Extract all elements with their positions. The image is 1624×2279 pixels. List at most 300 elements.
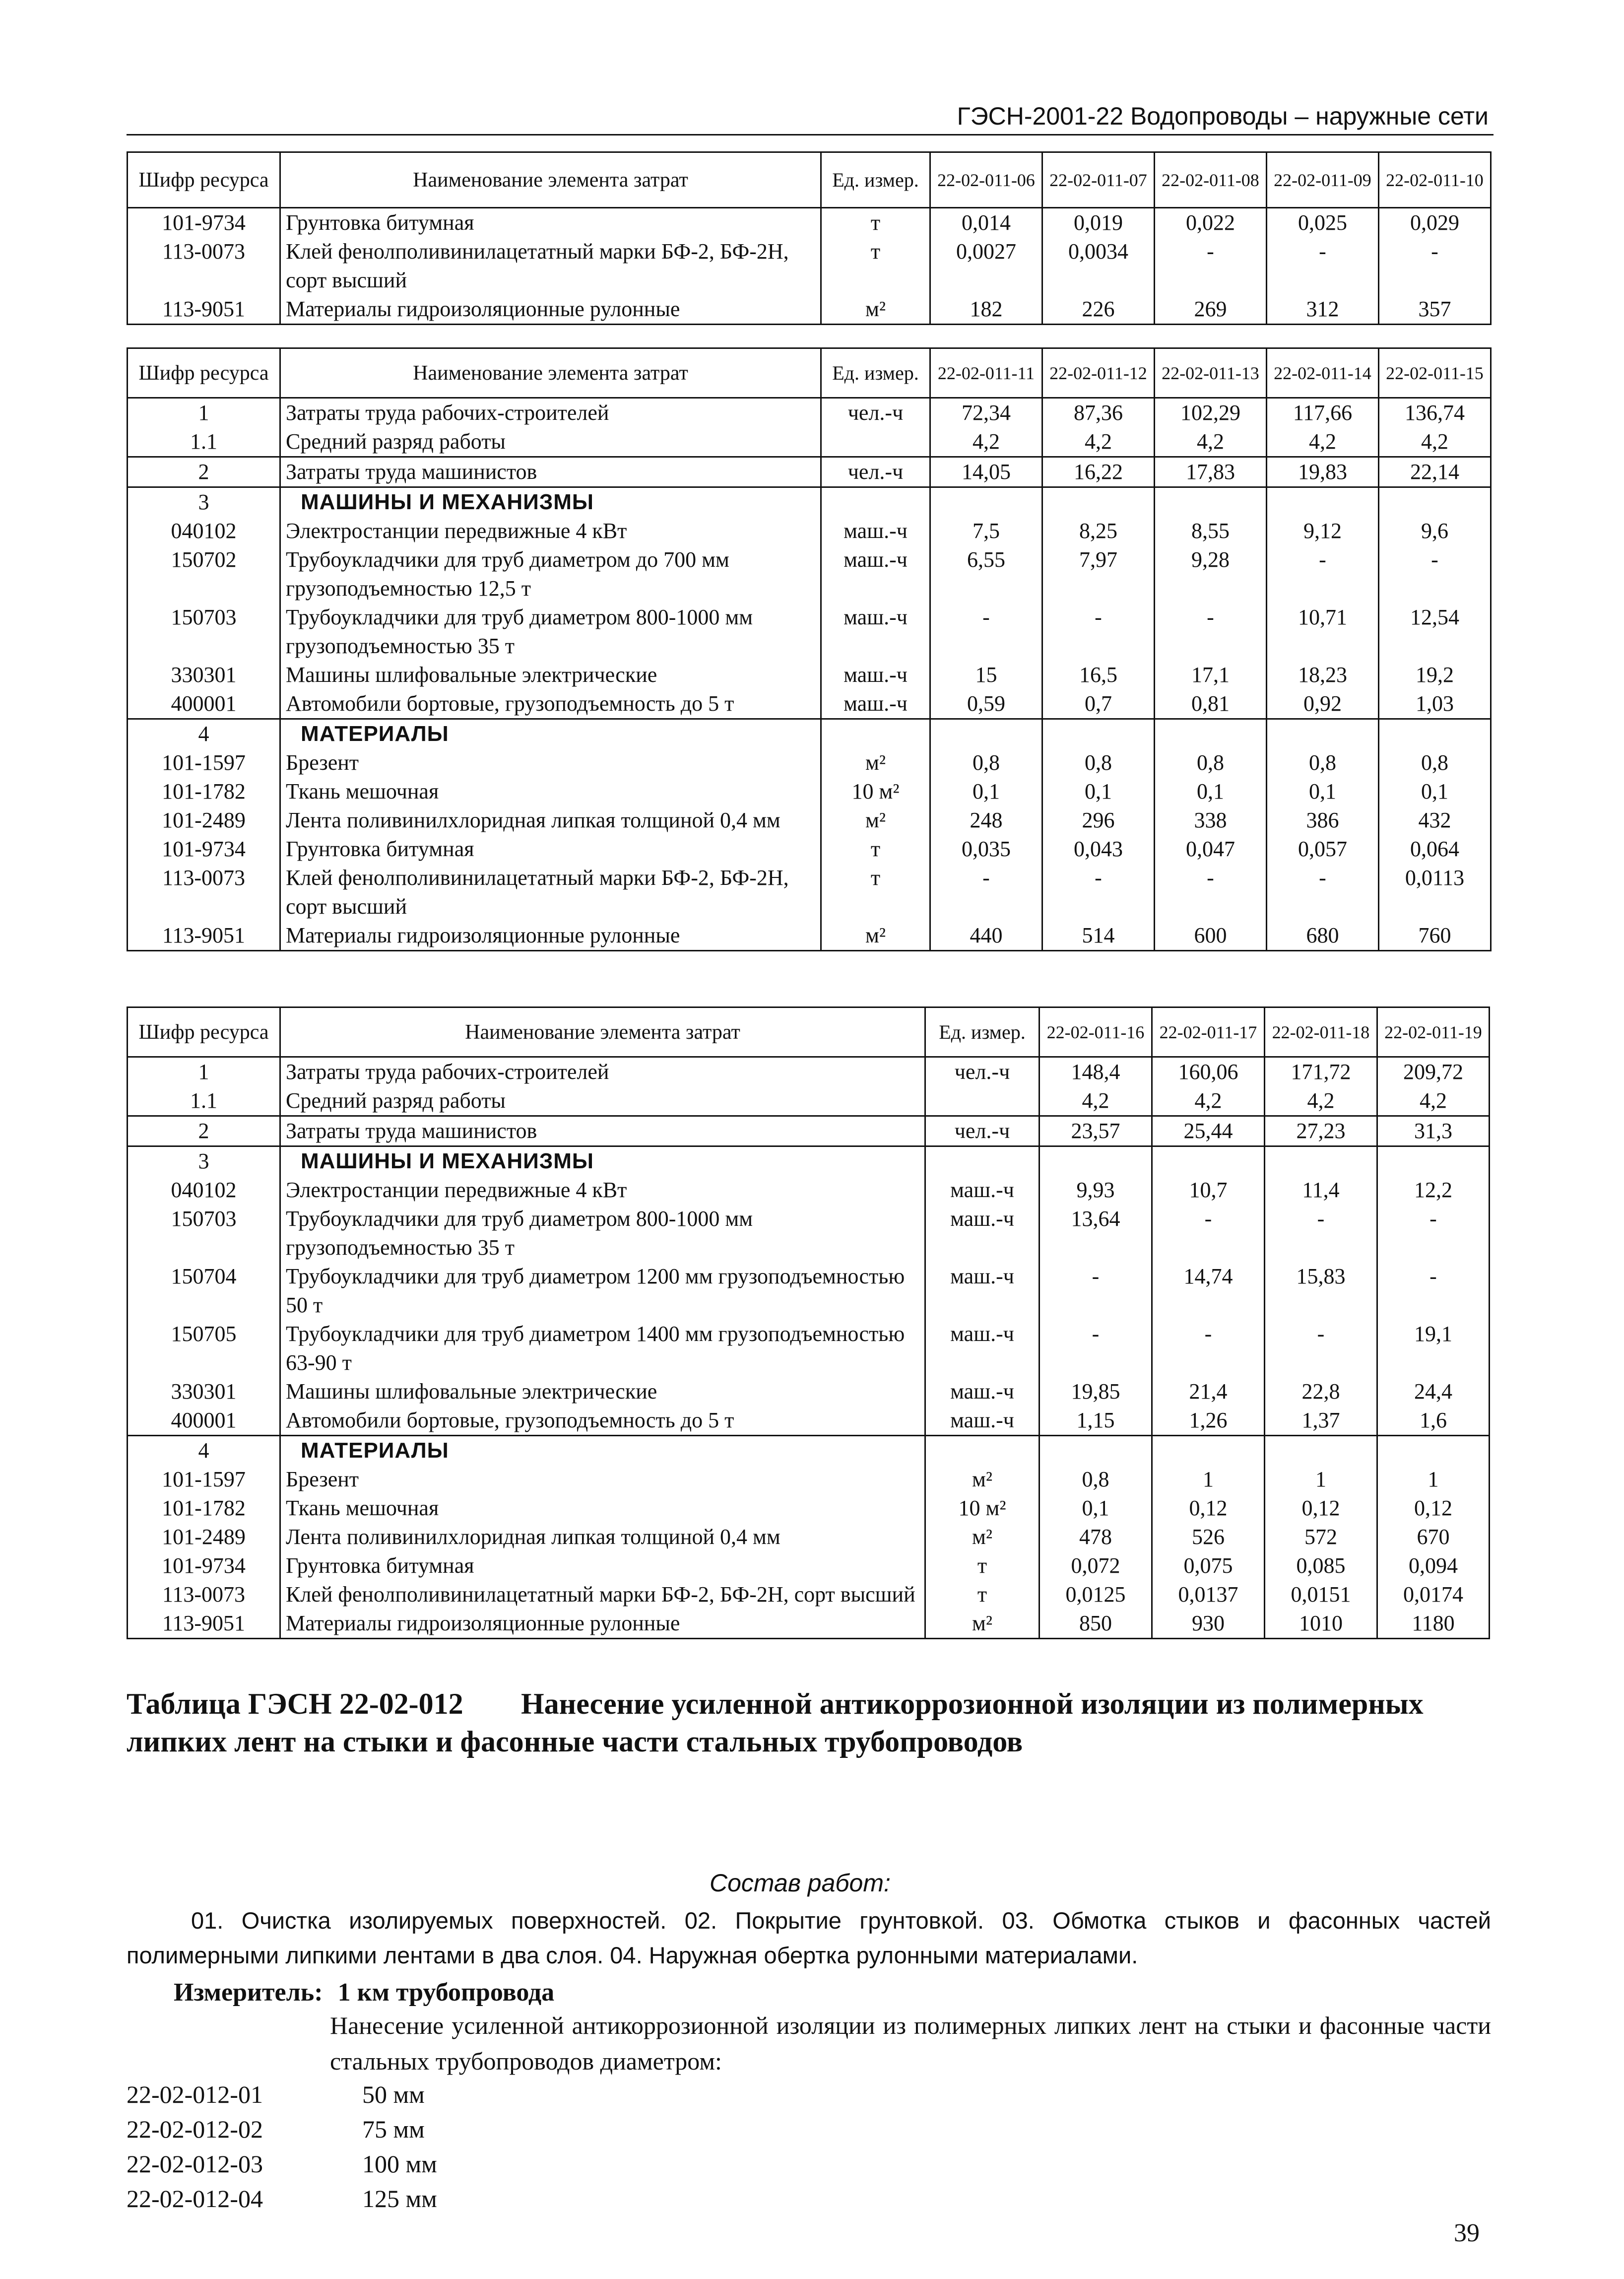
norm-value: - [1152, 1320, 1265, 1377]
resource-code: 040102 [128, 1176, 280, 1205]
unit-of-measure [925, 1086, 1039, 1116]
norm-value: 11,4 [1265, 1176, 1377, 1205]
resource-code: 2 [128, 1116, 280, 1146]
norm-value: 226 [1042, 295, 1155, 325]
unit-of-measure: чел.-ч [821, 457, 930, 487]
norm-value: 0,035 [930, 835, 1042, 864]
norm-value: 8,25 [1042, 517, 1155, 545]
norm-value: 1 [1265, 1465, 1377, 1494]
norm-value: 16,5 [1042, 661, 1155, 689]
cost-element-name: Лента поливинилхлоридная липкая толщиной 0,4 мм [280, 806, 821, 835]
cost-element-name: Затраты труда машинистов [280, 1116, 925, 1146]
resource-code: 150703 [128, 603, 280, 661]
header-norm-code: 22-02-011-07 [1042, 152, 1155, 208]
header-norm-code: 22-02-011-19 [1377, 1007, 1490, 1057]
cost-element-name: Трубоукладчики для труб диаметром до 700 мм грузоподъемностью 12,5 т [280, 545, 821, 603]
resource-code: 150703 [128, 1205, 280, 1262]
norm-item-code: 22-02-012-03 [127, 2150, 263, 2178]
norm-value: 0,0027 [930, 237, 1042, 295]
norm-value [1039, 1146, 1152, 1176]
norm-value: 680 [1267, 921, 1379, 951]
norm-value: 9,28 [1155, 545, 1267, 603]
norm-value: 0,1 [1042, 777, 1155, 806]
norm-value: 14,05 [930, 457, 1042, 487]
norm-value: 23,57 [1039, 1116, 1152, 1146]
unit-of-measure: т [821, 208, 930, 238]
norm-value: - [1039, 1262, 1152, 1320]
norm-value: 1 [1377, 1465, 1490, 1494]
table-title-text: Нанесение усиленной антикоррозионной изоляции из полимерных липких лент на стыки и фасонные части стальных трубопроводов [127, 1687, 1424, 1758]
norm-value: 269 [1155, 295, 1267, 325]
table-row [128, 806, 1491, 835]
header-resource-code: Шифр ресурса [128, 152, 280, 208]
resource-code: 330301 [128, 661, 280, 689]
cost-element-name: Автомобили бортовые, грузоподъемность до 5 т [280, 1406, 925, 1436]
cost-element-name: Клей фенолполивинилацетатный марки БФ-2, БФ-2Н, сорт высший [280, 864, 821, 921]
norm-value: 4,2 [930, 427, 1042, 457]
cost-element-name: Средний разряд работы [280, 427, 821, 457]
norm-value: 0,0151 [1265, 1580, 1377, 1609]
resource-code: 113-0073 [128, 864, 280, 921]
norm-value: 514 [1042, 921, 1155, 951]
norm-value [1377, 1146, 1490, 1176]
norm-value: - [1265, 1320, 1377, 1377]
unit-of-measure: маш.-ч [925, 1320, 1039, 1377]
table-row [128, 1057, 1490, 1087]
norm-value: 14,74 [1152, 1262, 1265, 1320]
table-header-row [128, 1007, 1490, 1057]
resource-code: 330301 [128, 1377, 280, 1406]
norm-value: 1,37 [1265, 1406, 1377, 1436]
norm-value: 8,55 [1155, 517, 1267, 545]
norm-value [1265, 1146, 1377, 1176]
norm-item-value: 75 мм [362, 2115, 425, 2143]
table-row [128, 661, 1491, 689]
cost-element-name: Электростанции передвижные 4 кВт [280, 1176, 925, 1205]
unit-of-measure: чел.-ч [925, 1116, 1039, 1146]
norm-value: 0,12 [1377, 1494, 1490, 1523]
norm-value: 0,8 [1039, 1465, 1152, 1494]
norm-value: 72,34 [930, 398, 1042, 428]
header-resource-code: Шифр ресурса [128, 1007, 280, 1057]
norm-value [930, 719, 1042, 749]
norm-value: 148,4 [1039, 1057, 1152, 1087]
norm-value: 19,2 [1379, 661, 1491, 689]
cost-element-name: Трубоукладчики для труб диаметром 800-1000 мм грузоподъемностью 35 т [280, 1205, 925, 1262]
header-norm-code: 22-02-011-17 [1152, 1007, 1265, 1057]
table-row [128, 208, 1491, 238]
resource-code: 1 [128, 1057, 280, 1087]
table-row [128, 1320, 1490, 1377]
norm-value: 4,2 [1155, 427, 1267, 457]
norm-value: 0,59 [930, 689, 1042, 719]
unit-of-measure: маш.-ч [925, 1377, 1039, 1406]
norm-value: 1 [1152, 1465, 1265, 1494]
norm-value: 0,029 [1379, 208, 1491, 238]
unit-of-measure [821, 427, 930, 457]
cost-element-name: Клей фенолполивинилацетатный марки БФ-2, БФ-2Н, сорт высший [280, 237, 821, 295]
norm-value: 6,55 [930, 545, 1042, 603]
cost-element-name: Затраты труда рабочих-строителей [280, 1057, 925, 1087]
norm-value: 0,81 [1155, 689, 1267, 719]
norm-value: - [1039, 1320, 1152, 1377]
cost-element-name: Трубоукладчики для труб диаметром 1200 мм грузоподъемностью 50 т [280, 1262, 925, 1320]
norm-value: 160,06 [1152, 1057, 1265, 1087]
norm-item [127, 2146, 437, 2181]
unit-of-measure: маш.-ч [821, 661, 930, 689]
header-norm-code: 22-02-011-09 [1267, 152, 1379, 208]
norm-value: 4,2 [1377, 1086, 1490, 1116]
table-row [128, 1146, 1490, 1176]
cost-element-name: Автомобили бортовые, грузоподъемность до 5 т [280, 689, 821, 719]
table-row [128, 719, 1491, 749]
norm-value: 0,1 [1379, 777, 1491, 806]
cost-element-name: Материалы гидроизоляционные рулонные [280, 295, 821, 325]
measure-value: 1 км трубопровода [337, 1978, 555, 2007]
norm-value: 10,7 [1152, 1176, 1265, 1205]
norm-value: 432 [1379, 806, 1491, 835]
norm-value: 12,2 [1377, 1176, 1490, 1205]
norm-value: 0,094 [1377, 1551, 1490, 1580]
resource-code: 101-9734 [128, 208, 280, 238]
unit-of-measure: маш.-ч [925, 1176, 1039, 1205]
norm-value: - [1042, 864, 1155, 921]
header-rule [127, 134, 1494, 135]
norm-value: 1180 [1377, 1609, 1490, 1639]
norm-value: 1,26 [1152, 1406, 1265, 1436]
norm-value: 0,8 [1042, 748, 1155, 777]
norm-value: 600 [1155, 921, 1267, 951]
header-norm-code: 22-02-011-12 [1042, 348, 1155, 398]
header-norm-code: 22-02-011-11 [930, 348, 1042, 398]
norm-value: 760 [1379, 921, 1491, 951]
norm-item-value: 50 мм [362, 2080, 425, 2108]
norm-value: 0,0113 [1379, 864, 1491, 921]
norm-value: 0,025 [1267, 208, 1379, 238]
resource-code: 150705 [128, 1320, 280, 1377]
resource-table-011-11-15 [127, 347, 1492, 951]
header-norm-code: 22-02-011-10 [1379, 152, 1491, 208]
norm-value: 7,5 [930, 517, 1042, 545]
cost-element-name: Машины шлифовальные электрические [280, 1377, 925, 1406]
cost-element-name: Затраты труда рабочих-строителей [280, 398, 821, 428]
table-row [128, 748, 1491, 777]
norm-value: 0,019 [1042, 208, 1155, 238]
header-cost-element: Наименование элемента затрат [280, 348, 821, 398]
resource-code: 101-9734 [128, 1551, 280, 1580]
norm-value: - [1267, 545, 1379, 603]
norm-value: 7,97 [1042, 545, 1155, 603]
norm-value: 9,12 [1267, 517, 1379, 545]
norm-value: 0,0174 [1377, 1580, 1490, 1609]
norm-value: - [930, 864, 1042, 921]
resource-code: 3 [128, 487, 280, 517]
table-row [128, 1205, 1490, 1262]
cost-element-name: МАШИНЫ И МЕХАНИЗМЫ [280, 487, 821, 517]
table-row [128, 1176, 1490, 1205]
norm-value: 0,1 [1039, 1494, 1152, 1523]
norm-value: 1,6 [1377, 1406, 1490, 1436]
header-cost-element: Наименование элемента затрат [280, 1007, 925, 1057]
norm-value: 357 [1379, 295, 1491, 325]
cost-element-name: Грунтовка битумная [280, 835, 821, 864]
table-row [128, 427, 1491, 457]
norm-value: - [1377, 1205, 1490, 1262]
norm-value [1152, 1436, 1265, 1466]
norm-value: 102,29 [1155, 398, 1267, 428]
resource-code: 400001 [128, 689, 280, 719]
work-composition-text: 01. Очистка изолируемых поверхностей. 02. Покрытие грунтовкой. 03. Обмотка стыков и фасонных частей полимерными липкими лентами в два слоя. 04. Наружная обертка рулонными материалами. [127, 1907, 1491, 1968]
resource-code: 101-1597 [128, 748, 280, 777]
table-header-row [128, 348, 1491, 398]
norm-value: 17,1 [1155, 661, 1267, 689]
unit-of-measure: м² [821, 921, 930, 951]
unit-of-measure: 10 м² [821, 777, 930, 806]
measure-label: Измеритель: [174, 1978, 323, 2007]
resource-code: 1.1 [128, 1086, 280, 1116]
resource-code: 101-1782 [128, 1494, 280, 1523]
cost-element-name: Брезент [280, 748, 821, 777]
norm-value: 0,1 [930, 777, 1042, 806]
norm-value: 4,2 [1265, 1086, 1377, 1116]
norm-value: 19,83 [1267, 457, 1379, 487]
resource-code: 113-9051 [128, 295, 280, 325]
resource-code: 101-9734 [128, 835, 280, 864]
norm-value: 386 [1267, 806, 1379, 835]
norm-value: 1010 [1265, 1609, 1377, 1639]
norm-value: 4,2 [1042, 427, 1155, 457]
norm-item-code: 22-02-012-01 [127, 2080, 263, 2108]
norm-value: 0,075 [1152, 1551, 1265, 1580]
norm-value: 0,043 [1042, 835, 1155, 864]
table-row [128, 295, 1491, 325]
cost-element-name: Клей фенолполивинилацетатный марки БФ-2, БФ-2Н, сорт высший [280, 1580, 925, 1609]
table-row [128, 1551, 1490, 1580]
norm-value: 25,44 [1152, 1116, 1265, 1146]
norm-value [1267, 719, 1379, 749]
table-row [128, 835, 1491, 864]
resource-code: 040102 [128, 517, 280, 545]
resource-code: 2 [128, 457, 280, 487]
table-row [128, 1086, 1490, 1116]
norm-value [1265, 1436, 1377, 1466]
table-row [128, 1523, 1490, 1551]
norm-value: 9,93 [1039, 1176, 1152, 1205]
resource-code: 101-1597 [128, 1465, 280, 1494]
table-row [128, 777, 1491, 806]
unit-of-measure: чел.-ч [925, 1057, 1039, 1087]
norm-value: 0,1 [1267, 777, 1379, 806]
unit-of-measure: чел.-ч [821, 398, 930, 428]
cost-element-name: Трубоукладчики для труб диаметром 1400 мм грузоподъемностью 63-90 т [280, 1320, 925, 1377]
unit-of-measure: м² [821, 806, 930, 835]
norm-value: 4,2 [1152, 1086, 1265, 1116]
table-row [128, 1116, 1490, 1146]
unit-of-measure: маш.-ч [821, 545, 930, 603]
norm-value: 22,8 [1265, 1377, 1377, 1406]
norm-value: 0,0137 [1152, 1580, 1265, 1609]
norm-value: 526 [1152, 1523, 1265, 1551]
norm-value [1377, 1436, 1490, 1466]
norm-value: 19,1 [1377, 1320, 1490, 1377]
norm-value: 12,54 [1379, 603, 1491, 661]
resource-code: 1 [128, 398, 280, 428]
cost-element-name: Ткань мешочная [280, 1494, 925, 1523]
norm-value: 0,8 [1267, 748, 1379, 777]
norm-value: 670 [1377, 1523, 1490, 1551]
unit-of-measure [925, 1436, 1039, 1466]
header-norm-code: 22-02-011-14 [1267, 348, 1379, 398]
table-row [128, 1609, 1490, 1639]
resource-code: 101-1782 [128, 777, 280, 806]
norm-item [127, 2181, 437, 2216]
resource-code: 150702 [128, 545, 280, 603]
norm-item-code: 22-02-012-04 [127, 2185, 263, 2212]
table-row [128, 603, 1491, 661]
unit-of-measure: маш.-ч [821, 603, 930, 661]
unit-of-measure: м² [925, 1609, 1039, 1639]
norm-value [1155, 487, 1267, 517]
unit-of-measure: м² [925, 1523, 1039, 1551]
norm-value: 478 [1039, 1523, 1152, 1551]
norm-value: 338 [1155, 806, 1267, 835]
norm-value: 0,12 [1152, 1494, 1265, 1523]
norm-value: 0,072 [1039, 1551, 1152, 1580]
norm-value: 1,15 [1039, 1406, 1152, 1436]
table-row [128, 1580, 1490, 1609]
norm-item [127, 2077, 437, 2112]
table-row [128, 864, 1491, 921]
unit-of-measure: т [821, 835, 930, 864]
cost-element-name: Лента поливинилхлоридная липкая толщиной 0,4 мм [280, 1523, 925, 1551]
norm-value: 31,3 [1377, 1116, 1490, 1146]
header-unit: Ед. измер. [821, 152, 930, 208]
header-resource-code: Шифр ресурса [128, 348, 280, 398]
cost-element-name: МАТЕРИАЛЫ [280, 1436, 925, 1466]
norm-value: 0,8 [930, 748, 1042, 777]
norm-value: 572 [1265, 1523, 1377, 1551]
table-title-label: Таблица ГЭСН 22-02-012 [127, 1687, 463, 1720]
table-row [128, 1377, 1490, 1406]
unit-of-measure: маш.-ч [821, 517, 930, 545]
norm-value: 296 [1042, 806, 1155, 835]
norm-value: 10,71 [1267, 603, 1379, 661]
table-row [128, 1436, 1490, 1466]
table-row [128, 457, 1491, 487]
norm-value: - [1152, 1205, 1265, 1262]
norm-value [1039, 1436, 1152, 1466]
cost-element-name: Электростанции передвижные 4 кВт [280, 517, 821, 545]
table-row [128, 1494, 1490, 1523]
unit-of-measure: м² [821, 295, 930, 325]
unit-of-measure [925, 1146, 1039, 1176]
table-row [128, 237, 1491, 295]
norm-value: 440 [930, 921, 1042, 951]
norm-value: 4,2 [1379, 427, 1491, 457]
resource-code: 113-9051 [128, 1609, 280, 1639]
norm-value: 0,92 [1267, 689, 1379, 719]
table-row [128, 689, 1491, 719]
unit-of-measure: маш.-ч [925, 1205, 1039, 1262]
norm-value: 17,83 [1155, 457, 1267, 487]
norm-value: 0,0125 [1039, 1580, 1152, 1609]
norm-value: 4,2 [1267, 427, 1379, 457]
header-norm-code: 22-02-011-18 [1265, 1007, 1377, 1057]
norm-value [1267, 487, 1379, 517]
norm-value: 27,23 [1265, 1116, 1377, 1146]
norm-value: - [1379, 545, 1491, 603]
norm-value: 16,22 [1042, 457, 1155, 487]
norm-value: 0,014 [930, 208, 1042, 238]
header-norm-code: 22-02-011-15 [1379, 348, 1491, 398]
unit-of-measure: маш.-ч [925, 1262, 1039, 1320]
table-header-row [128, 152, 1491, 208]
norm-value: 0,1 [1155, 777, 1267, 806]
norm-value: - [1267, 237, 1379, 295]
norm-value [1379, 719, 1491, 749]
resource-code: 113-0073 [128, 1580, 280, 1609]
unit-of-measure: т [925, 1580, 1039, 1609]
norm-value: 15 [930, 661, 1042, 689]
norm-value: - [1042, 603, 1155, 661]
norm-value: - [1379, 237, 1491, 295]
cost-element-name: Средний разряд работы [280, 1086, 925, 1116]
resource-code: 113-0073 [128, 237, 280, 295]
cost-element-name: Материалы гидроизоляционные рулонные [280, 1609, 925, 1639]
norm-value: 171,72 [1265, 1057, 1377, 1087]
unit-of-measure: м² [925, 1465, 1039, 1494]
resource-code: 101-2489 [128, 1523, 280, 1551]
norm-value: 0,064 [1379, 835, 1491, 864]
cost-element-name: МАШИНЫ И МЕХАНИЗМЫ [280, 1146, 925, 1176]
norm-value: 4,2 [1039, 1086, 1152, 1116]
norm-value: 0,047 [1155, 835, 1267, 864]
table-row [128, 487, 1491, 517]
norm-value: 0,022 [1155, 208, 1267, 238]
norm-value [1042, 487, 1155, 517]
norm-value: 1,03 [1379, 689, 1491, 719]
table-row [128, 1406, 1490, 1436]
resource-code: 1.1 [128, 427, 280, 457]
norm-value: 24,4 [1377, 1377, 1490, 1406]
resource-code: 4 [128, 719, 280, 749]
running-header: ГЭСН-2001-22 Водопроводы – наружные сети [957, 102, 1489, 130]
cost-element-name: Грунтовка битумная [280, 208, 821, 238]
norm-value: 312 [1267, 295, 1379, 325]
norm-items [127, 2077, 437, 2216]
norm-value: 19,85 [1039, 1377, 1152, 1406]
cost-element-name: Трубоукладчики для труб диаметром 800-1000 мм грузоподъемностью 35 т [280, 603, 821, 661]
norm-value: 182 [930, 295, 1042, 325]
page-number: 39 [1454, 2219, 1480, 2247]
table-title [127, 1685, 1496, 1760]
norm-value: 136,74 [1379, 398, 1491, 428]
header-norm-code: 22-02-011-08 [1155, 152, 1267, 208]
unit-of-measure: маш.-ч [821, 689, 930, 719]
norm-value: - [930, 603, 1042, 661]
norm-value: - [1265, 1205, 1377, 1262]
header-norm-code: 22-02-011-06 [930, 152, 1042, 208]
measure-line [174, 1978, 554, 2007]
table-row [128, 398, 1491, 428]
norm-value: 15,83 [1265, 1262, 1377, 1320]
norm-value: 117,66 [1267, 398, 1379, 428]
norm-value: - [1267, 864, 1379, 921]
norm-item-value: 125 мм [362, 2185, 437, 2212]
resource-code: 113-9051 [128, 921, 280, 951]
cost-element-name: Ткань мешочная [280, 777, 821, 806]
header-unit: Ед. измер. [925, 1007, 1039, 1057]
